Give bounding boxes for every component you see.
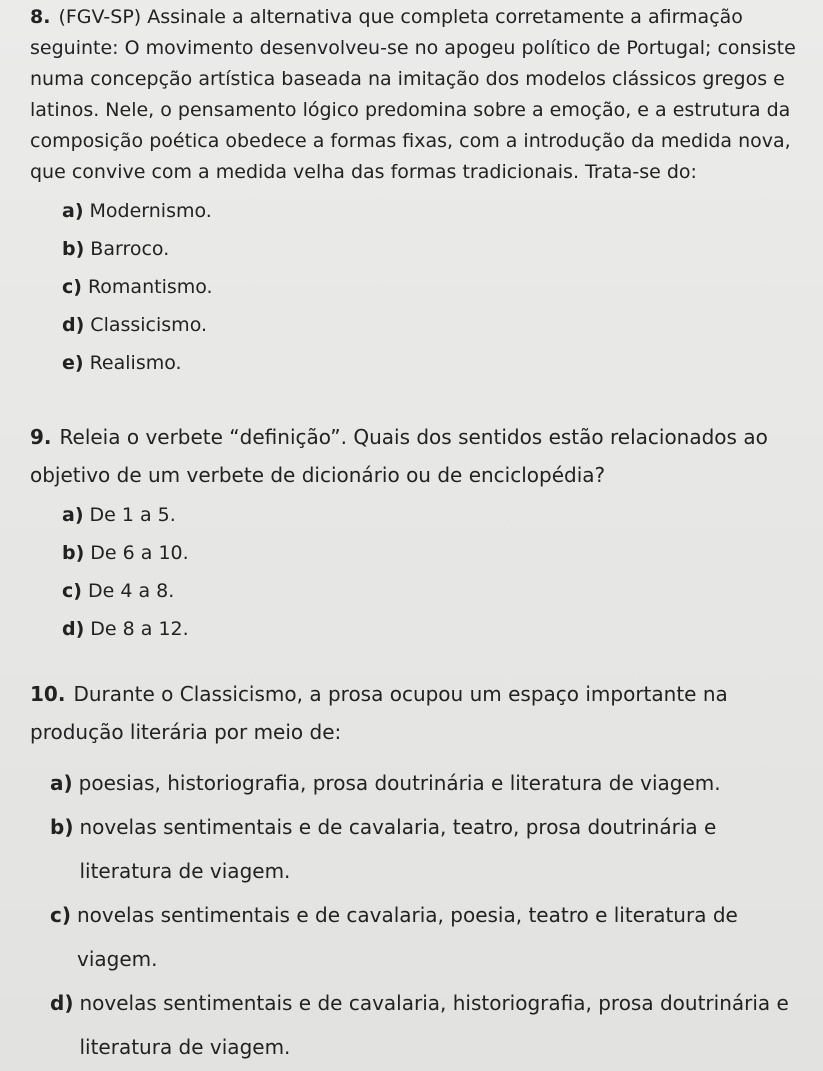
question-10-option-d[interactable] <box>50 981 810 1069</box>
question-9 <box>30 418 810 656</box>
option-letter: c) <box>62 580 82 602</box>
question-8-statement <box>30 2 810 188</box>
option-text: novelas sentimentais e de cavalaria, teatro, prosa doutrinária e literatura de viagem. <box>79 815 717 883</box>
option-letter: a) <box>62 200 84 222</box>
question-10-number: 10. <box>30 682 66 706</box>
question-10-statement <box>30 675 810 751</box>
option-letter: c) <box>50 903 71 927</box>
option-text: Modernismo. <box>89 200 212 222</box>
option-letter: a) <box>50 771 73 795</box>
question-8-number: 8. <box>30 6 51 28</box>
option-text: poesias, historiografia, prosa doutrinária e literatura de viagem. <box>78 771 721 795</box>
option-text: De 4 a 8. <box>87 580 175 602</box>
option-letter: a) <box>62 504 84 526</box>
question-9-option-b[interactable] <box>62 542 810 580</box>
question-10-option-b[interactable] <box>50 805 810 893</box>
question-9-text: Releia o verbete “definição”. Quais dos sentidos estão relacionados ao objetivo de um verbete de dicionário ou de enciclopédia? <box>30 425 768 487</box>
option-letter: d) <box>62 314 85 336</box>
question-8-text: (FGV-SP) Assinale a alternativa que completa corretamente a afirmação seguinte: O movimento desenvolveu-se no apogeu político de Portugal; consiste numa concepção artística baseada na imitação dos modelos clássicos gregos e latinos. Nele, o pensamento lógico predomina sobre a emoção, e a estrutura da composição poética obedece a formas fixas, com a introdução da medida nova, que convive com a medida velha das formas tradicionais. Trata-se do: <box>30 6 796 183</box>
option-text: De 1 a 5. <box>89 504 176 526</box>
option-letter: c) <box>62 276 82 298</box>
question-9-option-d[interactable] <box>62 618 810 656</box>
question-8 <box>30 2 810 390</box>
question-8-option-d[interactable] <box>62 314 810 352</box>
option-text: Realismo. <box>89 352 182 374</box>
question-8-option-a[interactable] <box>62 200 810 238</box>
option-letter: b) <box>62 238 85 260</box>
option-letter: d) <box>50 991 74 1015</box>
question-8-option-b[interactable] <box>62 238 810 276</box>
option-text: Romantismo. <box>87 276 213 298</box>
option-text: De 8 a 12. <box>90 618 189 640</box>
option-text: Classicismo. <box>90 314 208 336</box>
option-text: Barroco. <box>90 238 170 260</box>
question-10 <box>30 675 810 1069</box>
option-letter: e) <box>62 352 84 374</box>
question-9-option-a[interactable] <box>62 504 810 542</box>
question-8-option-e[interactable] <box>62 352 810 390</box>
question-10-option-a[interactable] <box>50 761 810 805</box>
option-letter: b) <box>62 542 85 564</box>
option-text: De 6 a 10. <box>90 542 189 564</box>
option-letter: d) <box>62 618 85 640</box>
question-9-option-c[interactable] <box>62 580 810 618</box>
option-text: novelas sentimentais e de cavalaria, historiografia, prosa doutrinária e literatura de viagem. <box>79 991 789 1059</box>
question-8-options <box>62 200 810 390</box>
question-9-number: 9. <box>30 425 52 449</box>
question-10-option-c[interactable] <box>50 893 810 981</box>
option-letter: b) <box>50 815 74 839</box>
question-10-text: Durante o Classicismo, a prosa ocupou um espaço importante na produção literária por meio de: <box>30 682 728 744</box>
question-9-options <box>62 504 810 656</box>
option-text: novelas sentimentais e de cavalaria, poesia, teatro e literatura de viagem. <box>77 903 738 971</box>
question-8-option-c[interactable] <box>62 276 810 314</box>
question-9-statement <box>30 418 810 494</box>
question-10-options <box>50 761 810 1069</box>
